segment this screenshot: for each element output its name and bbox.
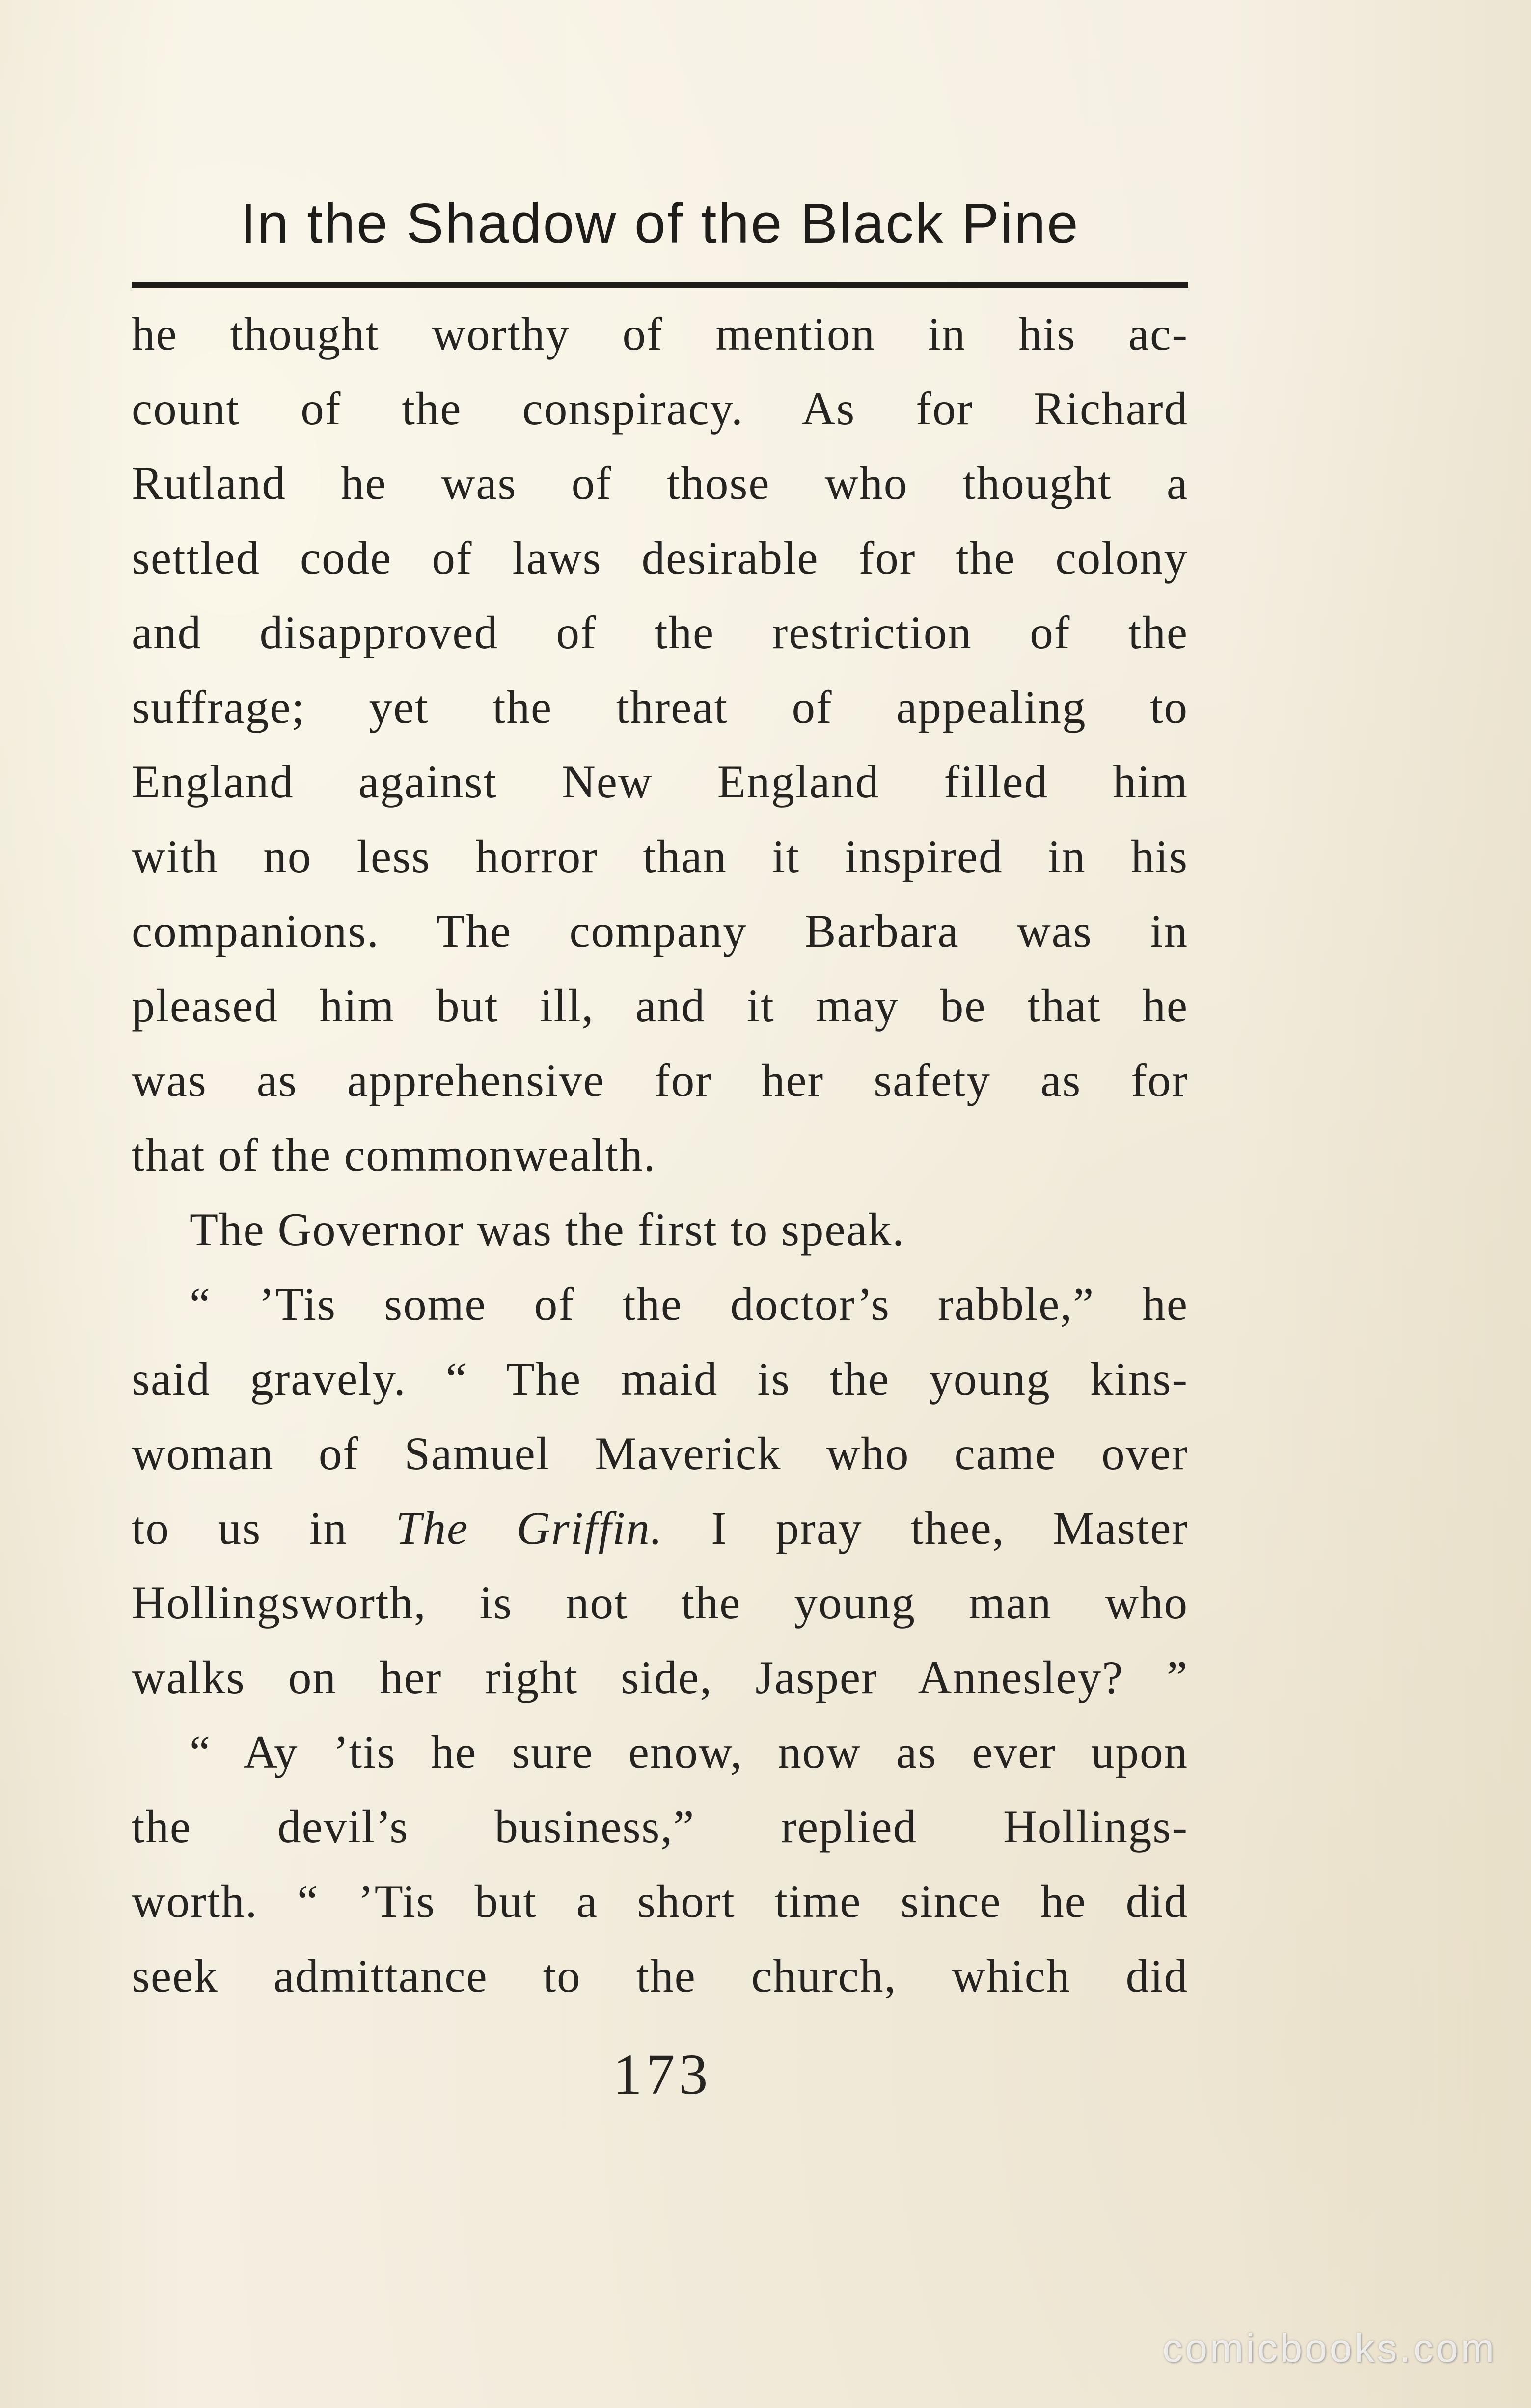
text-line: woman of Samuel Maverick who came over bbox=[132, 1427, 1188, 1479]
text-segment: to us in bbox=[132, 1502, 396, 1554]
header-rule bbox=[132, 282, 1188, 288]
text-line: he thought worthy of mention in his ac- bbox=[132, 308, 1188, 360]
text-line: with no less horror than it inspired in his bbox=[132, 830, 1188, 882]
text-line: The Governor was the first to speak. bbox=[190, 1204, 905, 1256]
text-line: that of the commonwealth. bbox=[132, 1129, 656, 1181]
watermark: comicbooks.com bbox=[1162, 2326, 1497, 2371]
page-number: 173 bbox=[613, 2042, 712, 2107]
text-line: Rutland he was of those who thought a bbox=[132, 457, 1188, 509]
text-line: suffrage; yet the threat of appealing to bbox=[132, 681, 1188, 733]
text-line: Hollingsworth, is not the young man who bbox=[132, 1577, 1188, 1629]
text-line: said gravely. “ The maid is the young kins- bbox=[132, 1353, 1188, 1405]
text-line: walks on her right side, Jasper Annesley? ” bbox=[132, 1651, 1188, 1703]
text-line: “ ’Tis some of the doctor’s rabble,” he bbox=[190, 1278, 1188, 1330]
text-line bbox=[132, 1491, 1188, 1565]
text-line: pleased him but ill, and it may be that he bbox=[132, 980, 1188, 1032]
text-line: count of the conspiracy. As for Richard bbox=[132, 383, 1188, 435]
running-head: In the Shadow of the Black Pine bbox=[240, 192, 1080, 255]
text-line: the devil’s business,” replied Hollings- bbox=[132, 1801, 1188, 1853]
text-line: “ Ay ’tis he sure enow, now as ever upon bbox=[190, 1726, 1188, 1778]
text-line: settled code of laws desirable for the colony bbox=[132, 532, 1188, 584]
text-line: seek admittance to the church, which did bbox=[132, 1950, 1188, 2002]
text-line: and disapproved of the restriction of the bbox=[132, 606, 1188, 658]
text-line: companions. The company Barbara was in bbox=[132, 905, 1188, 957]
text-line: worth. “ ’Tis but a short time since he did bbox=[132, 1875, 1188, 1927]
text-line: England against New England filled him bbox=[132, 756, 1188, 808]
text-segment: I pray thee, Master bbox=[663, 1502, 1188, 1554]
ship-name: The Griffin. bbox=[395, 1502, 663, 1554]
body-text bbox=[132, 297, 1188, 2013]
text-line: was as apprehensive for her safety as for bbox=[132, 1054, 1188, 1106]
